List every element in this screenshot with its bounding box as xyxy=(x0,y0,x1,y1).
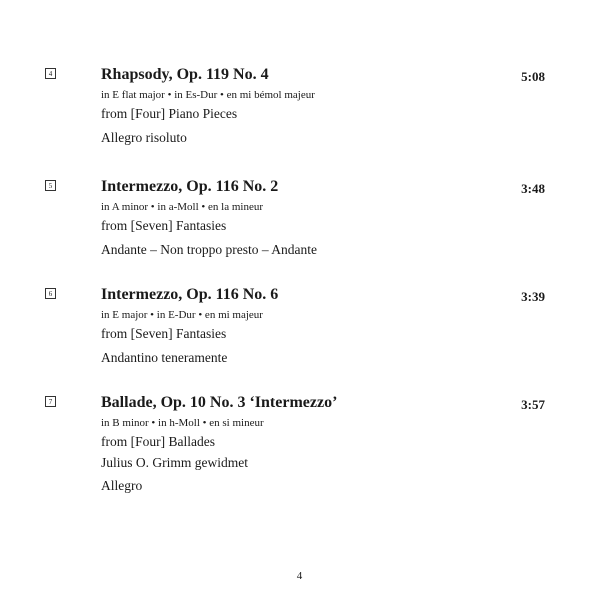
track-duration: 5:08 xyxy=(521,69,545,84)
track-title: Intermezzo, Op. 116 No. 6 xyxy=(101,286,279,303)
track-key: in B minor • in h-Moll • en si mineur xyxy=(101,417,264,429)
track-title: Rhapsody, Op. 119 No. 4 xyxy=(101,66,269,83)
track-tempo: Andantino teneramente xyxy=(101,350,228,365)
track-tempo: Allegro xyxy=(101,478,143,493)
track-collection: from [Four] Piano Pieces xyxy=(101,106,238,121)
page-number: 4 xyxy=(296,570,303,582)
track-duration: 3:48 xyxy=(521,181,545,196)
track-number: 5 xyxy=(45,180,56,191)
track-dedication: Julius O. Grimm gewidmet xyxy=(101,455,248,470)
track-collection: from [Seven] Fantasies xyxy=(101,326,227,341)
track-duration: 3:39 xyxy=(521,289,545,304)
track-collection: from [Seven] Fantasies xyxy=(101,218,227,233)
track-number: 4 xyxy=(45,68,56,79)
track-title: Intermezzo, Op. 116 No. 2 xyxy=(101,178,279,195)
track-number: 6 xyxy=(45,288,56,299)
track-collection: from [Four] Ballades xyxy=(101,434,215,449)
track-duration: 3:57 xyxy=(521,397,545,412)
track-number: 7 xyxy=(45,396,56,407)
track-tempo: Andante – Non troppo presto – Andante xyxy=(101,242,317,257)
track-key: in A minor • in a-Moll • en la mineur xyxy=(101,201,263,213)
track-title: Ballade, Op. 10 No. 3 ‘Intermezzo’ xyxy=(101,394,338,411)
track-tempo: Allegro risoluto xyxy=(101,130,187,145)
track-key: in E major • in E-Dur • en mi majeur xyxy=(101,309,263,321)
track-key: in E flat major • in Es-Dur • en mi bémol majeur xyxy=(101,89,315,101)
